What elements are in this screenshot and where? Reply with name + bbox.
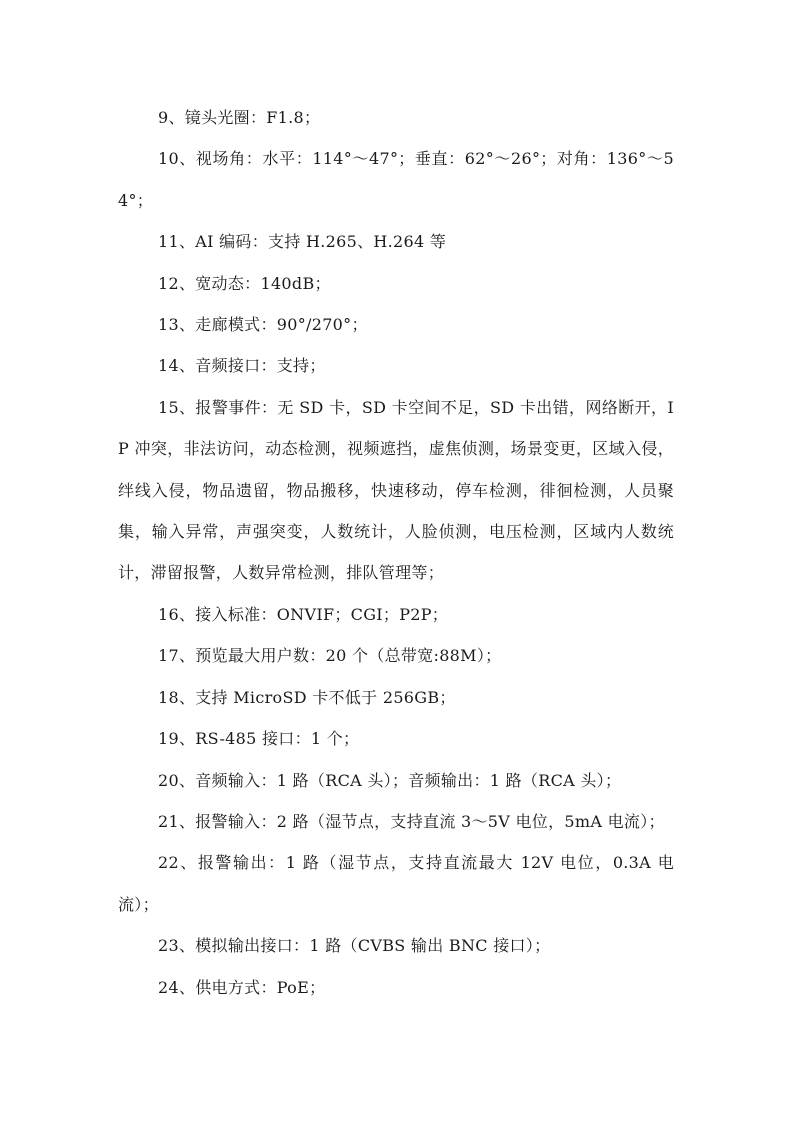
spec-item-18: 18、支持 MicroSD 卡不低于 256GB； [158, 687, 456, 707]
spec-item-19: 19、RS-485 接口：1 个； [158, 729, 360, 749]
spec-item-14: 14、音频接口：支持； [158, 356, 326, 376]
document-body [118, 97, 674, 1008]
spec-item-20: 20、音频输入：1 路（RCA 头）；音频输出：1 路（RCA 头）； [158, 770, 622, 790]
spec-item-11: 11、AI 编码：支持 H.265、H.264 等 [158, 232, 447, 252]
spec-item-16: 16、接入标准：ONVIF；CGI；P2P； [158, 604, 449, 624]
spec-item-15: 15、报警事件：无 SD 卡，SD 卡空间不足，SD 卡出错，网络断开，IP 冲突，非法访问，动态检测，视频遮挡，虚焦侦测，场景变更，区域入侵，绊线入侵，物品遗留，物品搬移，快速移动，停车检测，徘徊检测，人员聚集，输入异常，声强突变，人数统计，人脸侦测，电压检测，区域内人数统计，滞留报警，人数异常检测，排队管理等； [118, 397, 674, 583]
spec-item-9: 9、镜头光圈：F1.8； [158, 108, 321, 127]
spec-item-22: 22、报警输出：1 路（湿节点，支持直流最大 12V 电位，0.3A 电流）； [118, 853, 674, 914]
spec-item-23: 23、模拟输出接口：1 路（CVBS 输出 BNC 接口）； [158, 936, 551, 956]
spec-item-12: 12、宽动态：140dB； [158, 273, 331, 293]
spec-item-24: 24、供电方式：PoE； [158, 977, 326, 997]
spec-item-17: 17、预览最大用户数：20 个（总带宽:88M）； [158, 646, 502, 666]
spec-item-21: 21、报警输入：2 路（湿节点，支持直流 3～5V 电位，5mA 电流）； [158, 811, 665, 831]
spec-item-13: 13、走廊模式：90°/270°； [158, 315, 368, 335]
spec-item-10: 10、视场角：水平：114°～47°；垂直：62°～26°；对角：136°～54°； [118, 149, 674, 210]
